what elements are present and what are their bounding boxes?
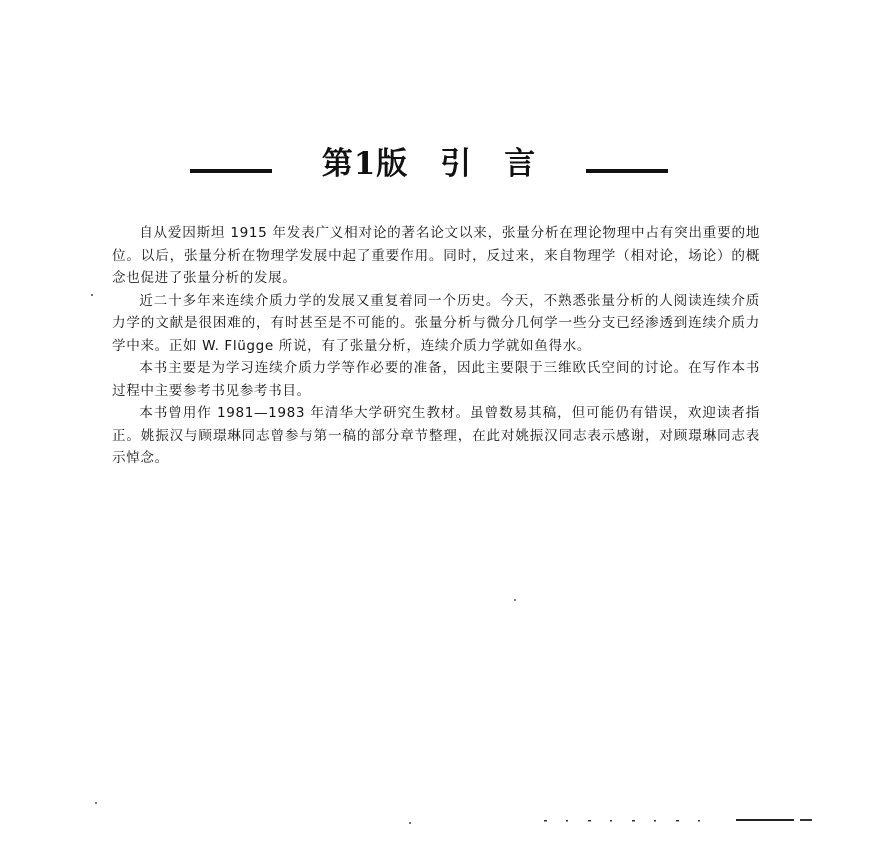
scan-speck — [409, 822, 411, 824]
paragraph: 自从爱因斯坦 1915 年发表广义相对论的著名论文以来，张量分析在理论物理中占有突出重要的地位。以后，张量分析在物理学发展中起了重要作用。同时，反过来，来自物理学（相对论，场论）的概念也促进了张量分析的发展。 — [112, 225, 760, 286]
chapter-title: 第1版 引 言 — [321, 146, 537, 182]
chapter-heading — [190, 142, 668, 186]
scan-speck — [632, 820, 635, 822]
heading-rule-right — [586, 169, 668, 173]
scan-speck — [654, 820, 656, 822]
heading-rule-left — [190, 169, 272, 173]
scan-speck — [514, 599, 516, 601]
scan-speck — [698, 820, 700, 822]
scan-speck — [588, 820, 591, 822]
scan-speck — [676, 820, 679, 822]
scan-speck — [544, 820, 547, 822]
scan-speck — [91, 294, 93, 296]
scan-speck — [566, 820, 568, 822]
scan-speck — [95, 802, 97, 804]
paragraph: 近二十多年来连续介质力学的发展又重复着同一个历史。今天，不熟悉张量分析的人阅读连续介质力学的文献是很困难的，有时甚至是不可能的。张量分析与微分几何学一些分支已经渗透到连续介质力学中来。正如 W. Flügge 所说，有了张量分析，连续介质力学就如鱼得水。 — [112, 292, 760, 354]
scan-speck — [610, 820, 612, 822]
scan-speck — [800, 819, 812, 821]
paragraph: 本书曾用作 1981—1983 年清华大学研究生教材。虽曾数易其稿，但可能仍有错误，欢迎读者指正。姚振汉与顾璟琳同志曾参与第一稿的部分章节整理，在此对姚振汉同志表示感谢，对顾璟琳同志表示悼念。 — [112, 405, 760, 466]
scan-speck — [736, 819, 794, 821]
preface-body — [112, 222, 760, 470]
paragraph: 本书主要是为学习连续介质力学等作必要的准备，因此主要限于三维欧氏空间的讨论。在写作本书过程中主要参考书见参考书目。 — [112, 360, 760, 399]
